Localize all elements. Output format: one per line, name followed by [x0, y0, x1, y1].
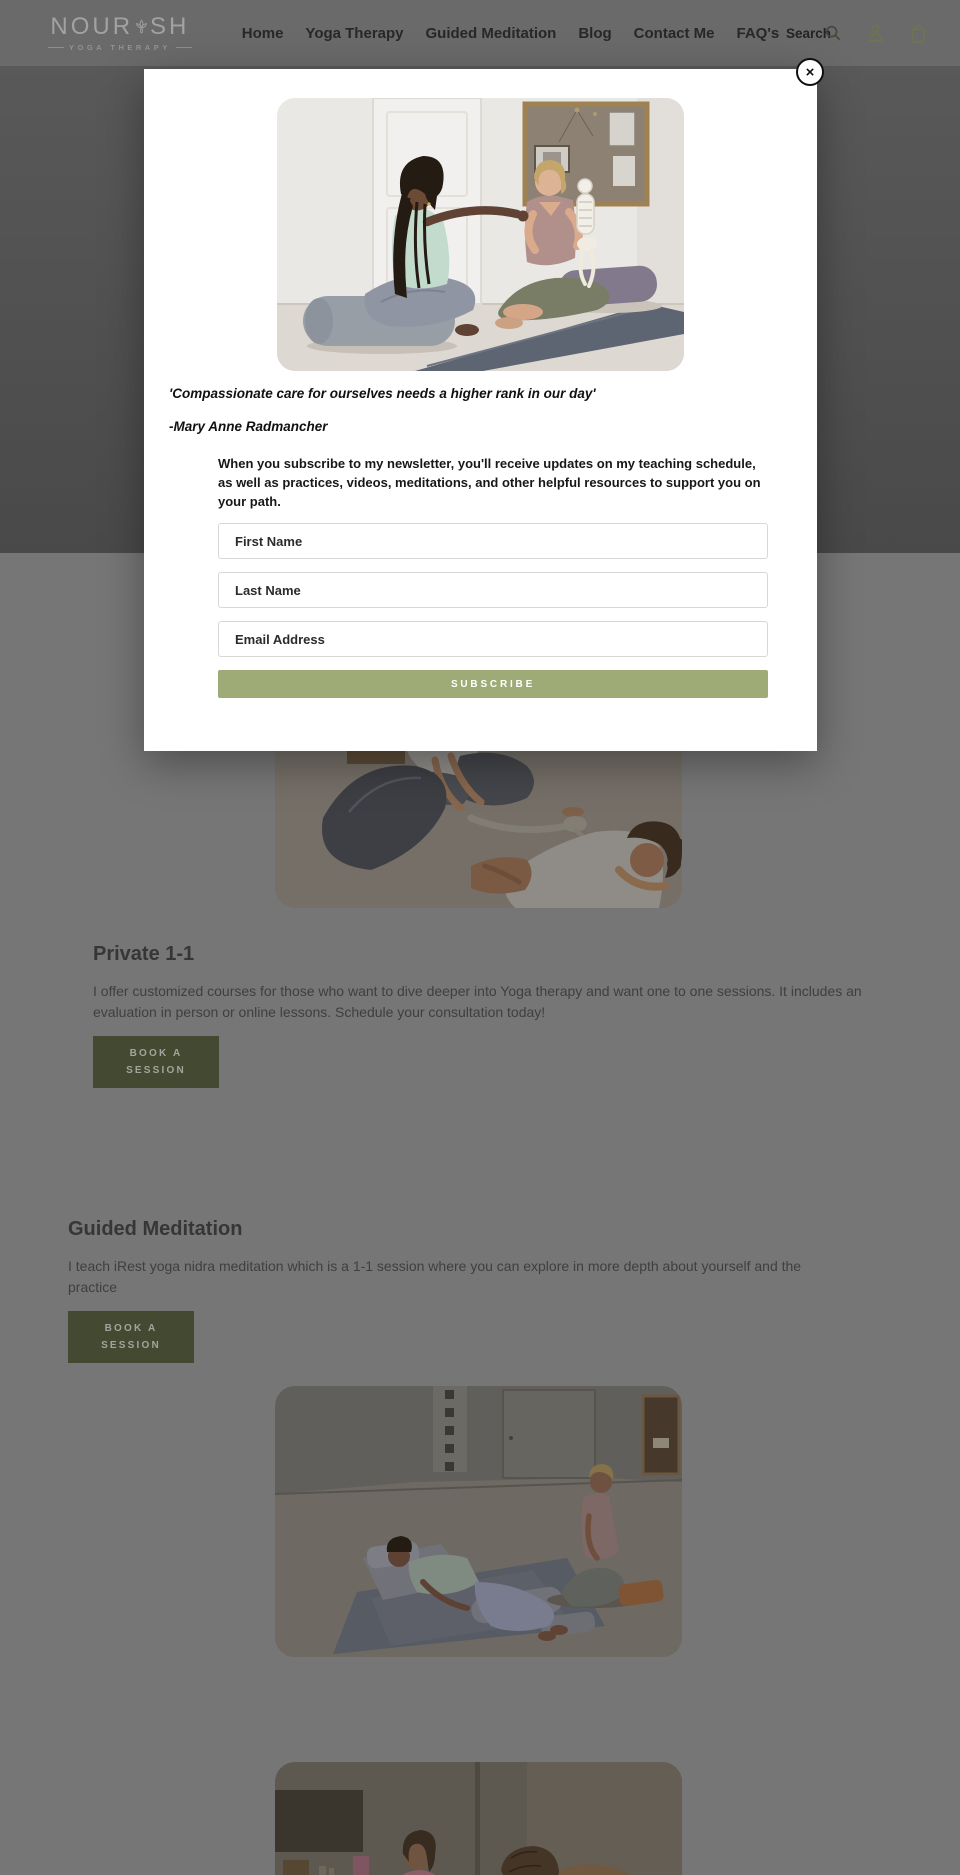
- search-label: Search: [785, 25, 831, 41]
- modal-close-button[interactable]: [796, 58, 824, 86]
- logo-text-right: SH: [150, 12, 190, 40]
- modal-quote-attribution: -Mary Anne Radmancher: [169, 419, 328, 434]
- nav-item-yoga-therapy[interactable]: Yoga Therapy: [305, 24, 404, 42]
- modal-photo-illustration: [277, 98, 684, 371]
- modal-quote: 'Compassionate care for ourselves needs a higher rank in our day': [169, 386, 596, 401]
- last-name-input[interactable]: [218, 572, 768, 608]
- newsletter-form: [218, 523, 768, 698]
- first-name-input[interactable]: [218, 523, 768, 559]
- nav-item-contact-me[interactable]: Contact Me: [633, 24, 715, 42]
- logo-tagline-text: YOGA THERAPY: [69, 42, 171, 52]
- modal-photo: [277, 98, 684, 371]
- private-1-1-title: Private 1-1: [93, 943, 195, 965]
- nav-item-guided-meditation[interactable]: Guided Meditation: [425, 24, 557, 42]
- nav-item-faqs[interactable]: FAQ's: [736, 24, 780, 42]
- meditation-book-session-button[interactable]: BOOK A SESSION: [68, 1311, 194, 1363]
- private-book-session-button[interactable]: BOOK A SESSION: [93, 1036, 219, 1088]
- close-icon: ×: [805, 63, 815, 81]
- subscribe-button[interactable]: SUBSCRIBE: [218, 670, 768, 698]
- nav-item-home[interactable]: Home: [241, 24, 284, 42]
- logo-text-left: NOUR: [50, 12, 134, 40]
- guided-meditation-title: Guided Meditation: [68, 1218, 243, 1240]
- newsletter-modal: [144, 69, 817, 751]
- private-1-1-body: I offer customized courses for those who want to dive deeper into Yoga therapy and want one to one sessions. It includes an evaluation in person or online lessons. Schedule your consultation today!: [93, 983, 862, 1020]
- modal-intro-text: When you subscribe to my newsletter, you'll receive updates on my teaching schedule, as well as practices, videos, meditations, and other helpful resources to support you on your path.: [218, 456, 761, 510]
- guided-meditation-body: I teach iRest yoga nidra meditation which is a 1-1 session where you can explore in more depth about yourself and the practice: [68, 1258, 802, 1295]
- email-address-input[interactable]: [218, 621, 768, 657]
- nav-item-blog[interactable]: Blog: [578, 24, 612, 42]
